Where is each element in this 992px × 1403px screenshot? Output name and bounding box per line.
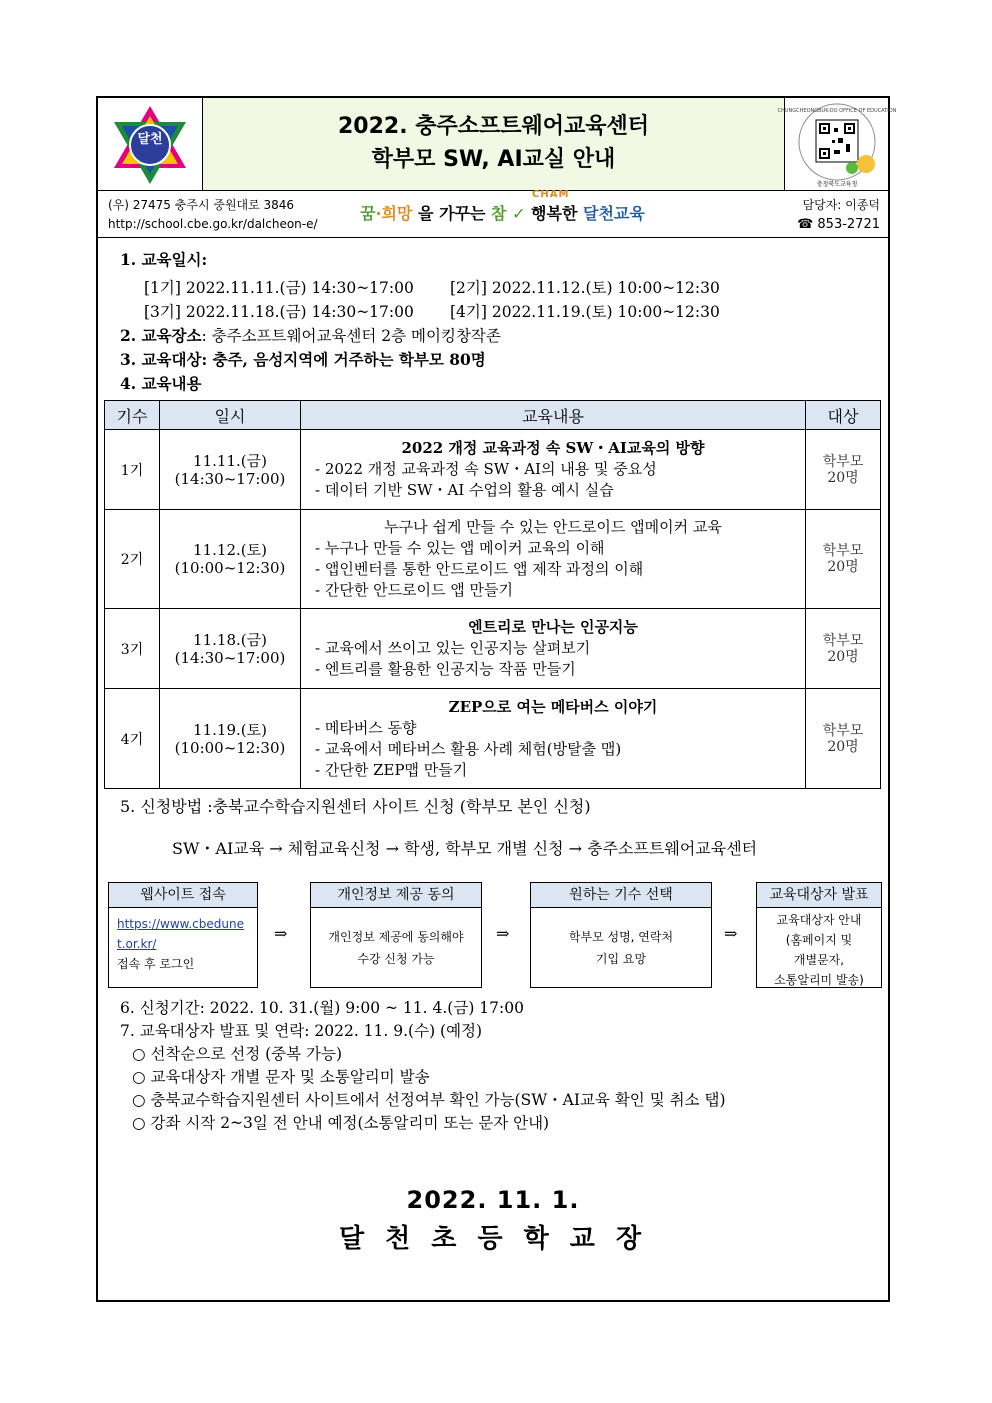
qr-code-icon bbox=[777, 98, 897, 190]
table-row: 3기 11.18.(금) (14:30~17:00) 엔트리로 만나는 인공지능 - 교육에서 쓰이고 있는 인공지능 살펴보기 - 엔트리를 활용한 인공지능 작품 만들기 학부모 20명 bbox=[105, 609, 881, 689]
col-header-date: 일시 bbox=[160, 401, 301, 430]
step-select-session: 원하는 기수 선택 학부모 성명, 연락처 기입 요망 bbox=[530, 882, 712, 988]
document-frame bbox=[96, 96, 897, 1302]
step-announcement: 교육대상자 발표 교육대상자 안내 (홈페이지 및 개별문자, 소통알리미 발송) bbox=[756, 882, 882, 988]
slogan-cham-en: CHAM bbox=[532, 189, 570, 200]
flow-arrow-icon: ⇒ bbox=[724, 924, 738, 943]
svg-text:CHUNGCHEONGBUK-DO OFFICE OF ED: CHUNGCHEONGBUK-DO OFFICE OF EDUCATION bbox=[777, 108, 897, 114]
website-link[interactable]: https://www.cbedune t.or.kr/ bbox=[117, 917, 244, 951]
section-3: 3. 교육대상: 충주, 음성지역에 거주하는 학부모 80명 bbox=[120, 350, 486, 369]
school-logo bbox=[98, 98, 203, 190]
document-title bbox=[203, 98, 785, 190]
application-path: SW・AI교육 → 체험교육신청 → 학생, 학부모 개별 신청 → 충주소프트웨어교육센터 bbox=[172, 839, 758, 858]
svg-text:충청북도교육청: 충청북도교육청 bbox=[816, 181, 858, 188]
bullet-2: ○ 교육대상자 개별 문자 및 소통알리미 발송 bbox=[132, 1068, 430, 1086]
table-row: 2기 11.12.(토) (10:00~12:30) 누구나 쉽게 만들 수 있는 안드로이드 앱메이커 교육 - 누구나 만들 수 있는 앱 메이커 교육의 이해 - 앱인벤터를 통한 안드로이드 앱 제작 과정의 이해 - 간단한 안드로이드 앱 만들기 학부모 20명 bbox=[105, 510, 881, 609]
section-5: 5. 신청방법 :충북교수학습지원센터 사이트 신청 (학부모 본인 신청) bbox=[120, 797, 591, 816]
title-line-1: 2022. 충주소프트웨어교육센터 bbox=[337, 114, 650, 139]
star-logo-icon bbox=[98, 98, 202, 190]
bullet-1: ○ 선착순으로 선정 (중복 가능) bbox=[132, 1045, 343, 1063]
schedule-2: [2기] 2022.11.12.(토) 10:00~12:30 bbox=[450, 279, 720, 297]
bullet-3: ○ 충북교수학습지원센터 사이트에서 선정여부 확인 가능(SW・AI교육 확인 및 취소 탭) bbox=[132, 1091, 726, 1109]
col-header-num: 기수 bbox=[105, 401, 160, 430]
section-2: 2. 교육장소: 충주소프트웨어교육센터 2층 메이킹창작존 bbox=[120, 326, 501, 345]
step-privacy-consent: 개인정보 제공 동의 개인정보 제공에 동의해야 수강 신청 가능 bbox=[310, 882, 482, 988]
issue-date: 2022. 11. 1. bbox=[406, 1186, 580, 1214]
office-of-education-emblem bbox=[777, 98, 897, 190]
curriculum-table bbox=[104, 400, 881, 789]
school-address: (우) 27475 충주시 중원대로 3846 bbox=[108, 198, 295, 212]
svg-text:달천: 달천 bbox=[137, 132, 163, 147]
signer: 달 천 초 등 학 교 장 bbox=[338, 1224, 648, 1254]
col-header-target: 대상 bbox=[806, 401, 881, 430]
bullet-4: ○ 강좌 시작 2~3일 전 안내 예정(소통알리미 또는 문자 안내) bbox=[132, 1114, 550, 1132]
school-url[interactable]: http://school.cbe.go.kr/dalcheon-e/ bbox=[108, 217, 318, 231]
section-7: 7. 교육대상자 발표 및 연락: 2022. 11. 9.(수) (예정) bbox=[120, 1022, 483, 1040]
document-header bbox=[98, 98, 897, 191]
schedule-4: [4기] 2022.11.19.(토) 10:00~12:30 bbox=[450, 303, 720, 321]
step-website: 웹사이트 접속 https://www.cbedune t.or.kr/ 접속 후 로그인 bbox=[108, 882, 258, 988]
col-header-content: 교육내용 bbox=[301, 401, 806, 430]
check-icon: ✓ bbox=[512, 204, 526, 223]
schedule-1: [1기] 2022.11.11.(금) 14:30~17:00 bbox=[144, 279, 414, 297]
section-6: 6. 신청기간: 2022. 10. 31.(월) 9:00 ~ 11. 4.(금) 17:00 bbox=[120, 999, 524, 1017]
table-row: 1기 11.11.(금) (14:30~17:00) 2022 개정 교육과정 속 SW・AI교육의 방향 - 2022 개정 교육과정 속 SW・AI의 내용 및 중요성 - 데이터 기반 SW・AI 수업의 활용 예시 실습 학부모 20명 bbox=[105, 430, 881, 510]
phone-number: ☎ 853-2721 bbox=[797, 217, 880, 232]
section-4-title: 4. 교육내용 bbox=[120, 374, 202, 393]
table-header-row bbox=[105, 401, 881, 430]
flow-arrow-icon: ⇒ bbox=[274, 924, 288, 943]
slogan: 꿈·희망 을 가꾸는 참 CHAM ✓ 행복한 달천교육 bbox=[360, 189, 645, 223]
title-line-2: 학부모 SW, AI교실 안내 bbox=[371, 147, 616, 172]
flow-arrow-icon: ⇒ bbox=[496, 924, 510, 943]
contact-person: 담당자: 이종덕 bbox=[802, 198, 880, 212]
contact-bar bbox=[98, 191, 888, 238]
schedule-3: [3기] 2022.11.18.(금) 14:30~17:00 bbox=[144, 303, 414, 321]
section-1-title: 1. 교육일시: bbox=[120, 250, 208, 269]
table-row: 4기 11.19.(토) (10:00~12:30) ZEP으로 여는 메타버스 이야기 - 메타버스 동향 - 교육에서 메타버스 활용 사례 체험(방탈출 맵) - 간단한 ZEP맵 만들기 학부모 20명 bbox=[105, 689, 881, 789]
